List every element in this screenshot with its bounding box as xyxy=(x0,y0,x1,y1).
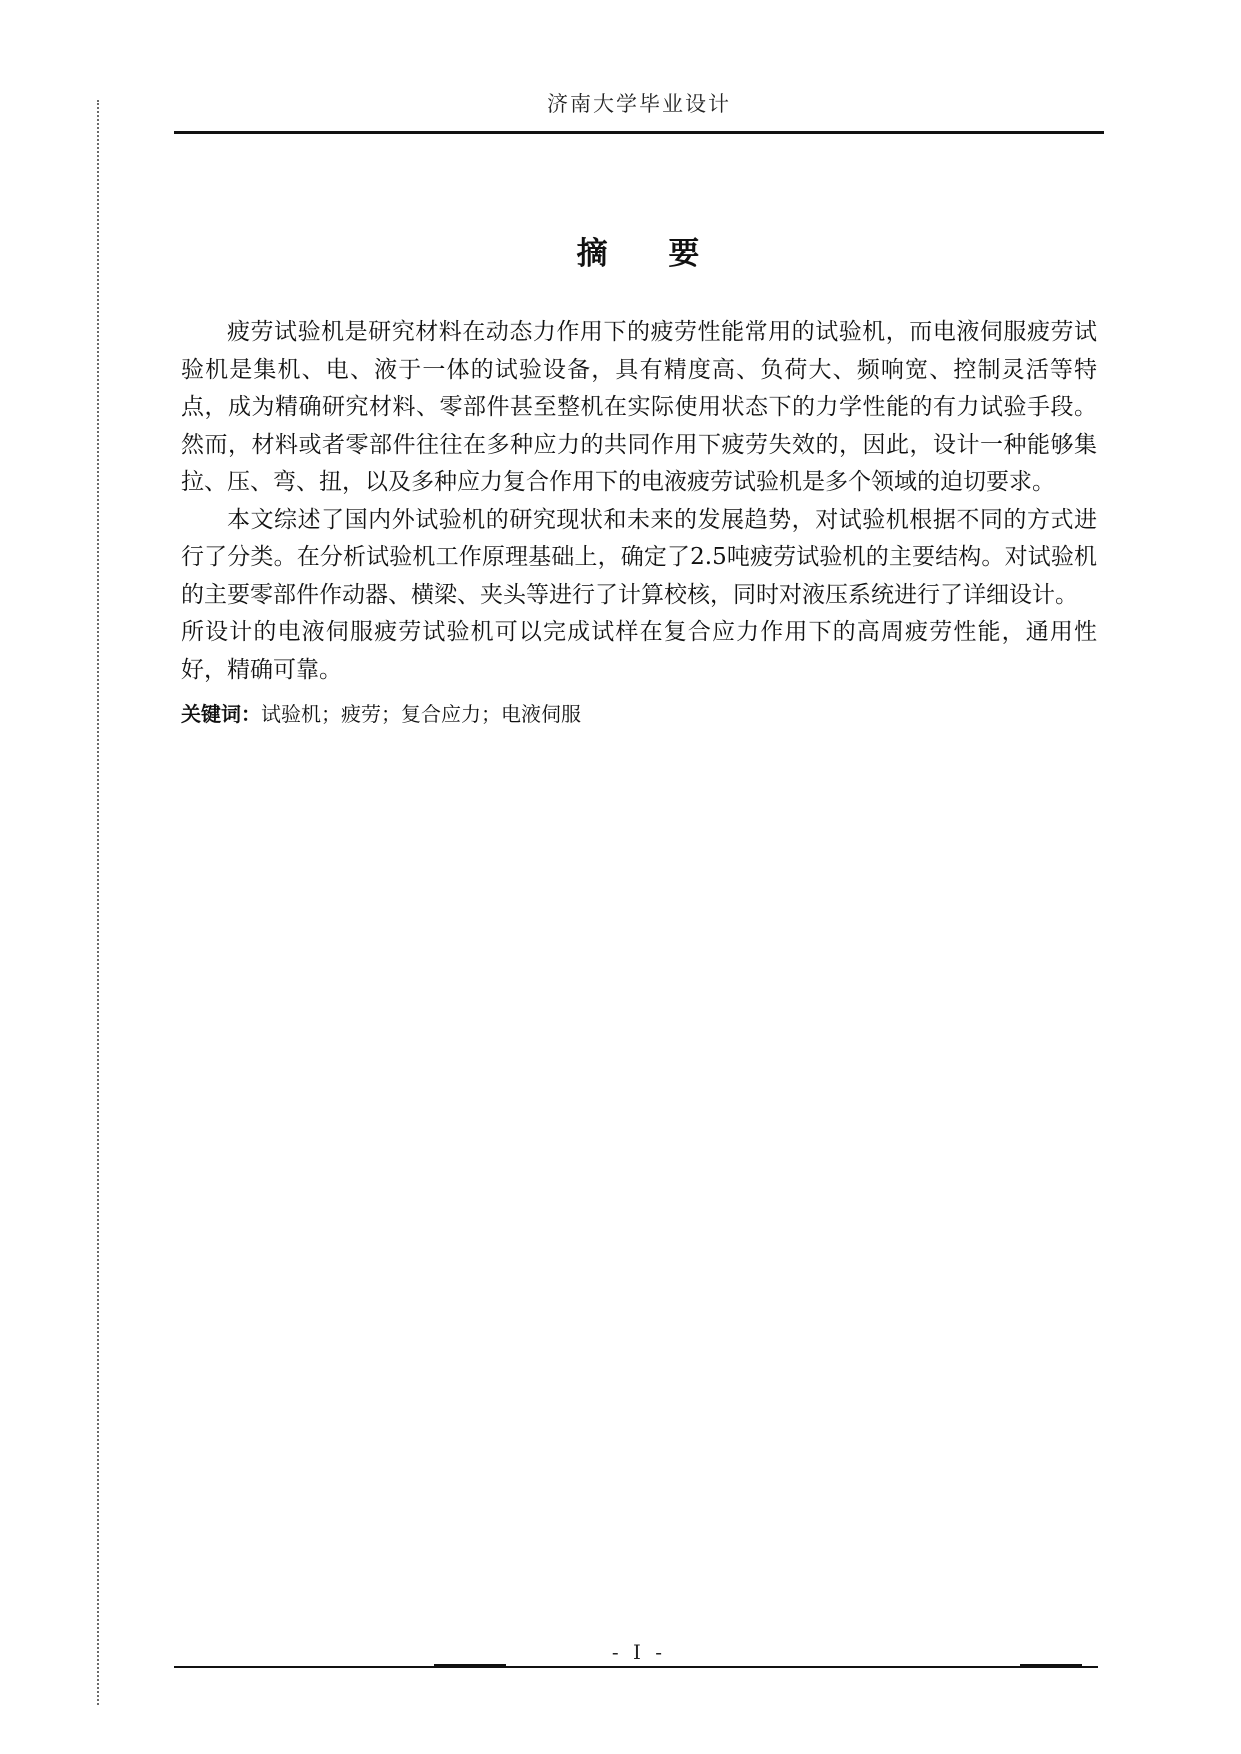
abstract-paragraph-3: 所设计的电液伺服疲劳试验机可以完成试样在复合应力作用下的高周疲劳性能，通用性好，精确可靠。 xyxy=(181,619,1097,683)
keywords-value: 试验机；疲劳；复合应力；电液伺服 xyxy=(261,702,581,726)
abstract-paragraph-1: 疲劳试验机是研究材料在动态力作用下的疲劳性能常用的试验机，而电液伺服疲劳试验机是集机、电、液于一体的试验设备，具有精度高、负荷大、频响宽、控制灵活等特点，成为精确研究材料、零部件甚至整机在实际使用状态下的力学性能的有力试验手段。然而，材料或者零部件往往在多种应力的共同作用下疲劳失效的，因此，设计一种能够集拉、压、弯、扭，以及多种应力复合作用下的电液疲劳试验机是多个领域的迫切要求。 xyxy=(181,319,1097,495)
page-title: 摘 要 xyxy=(576,236,702,272)
footer-rule-accent-right xyxy=(1020,1664,1082,1668)
binding-margin-line xyxy=(97,100,99,1705)
abstract-body xyxy=(181,314,1097,729)
page-number: - I - xyxy=(611,1640,667,1664)
running-header: 济南大学毕业设计 xyxy=(547,92,731,116)
footer-rule-accent-left xyxy=(434,1664,506,1668)
footer-rule xyxy=(174,1666,1098,1668)
header-rule xyxy=(174,131,1104,134)
keywords-line xyxy=(181,699,1097,729)
abstract-paragraph-2: 本文综述了国内外试验机的研究现状和未来的发展趋势，对试验机根据不同的方式进行了分类。在分析试验机工作原理基础上，确定了2.5吨疲劳试验机的主要结构。对试验机的主要零部件作动器、横梁、夹头等进行了计算校核，同时对液压系统进行了详细设计。 xyxy=(181,506,1097,608)
keywords-label: 关键词： xyxy=(181,702,261,726)
